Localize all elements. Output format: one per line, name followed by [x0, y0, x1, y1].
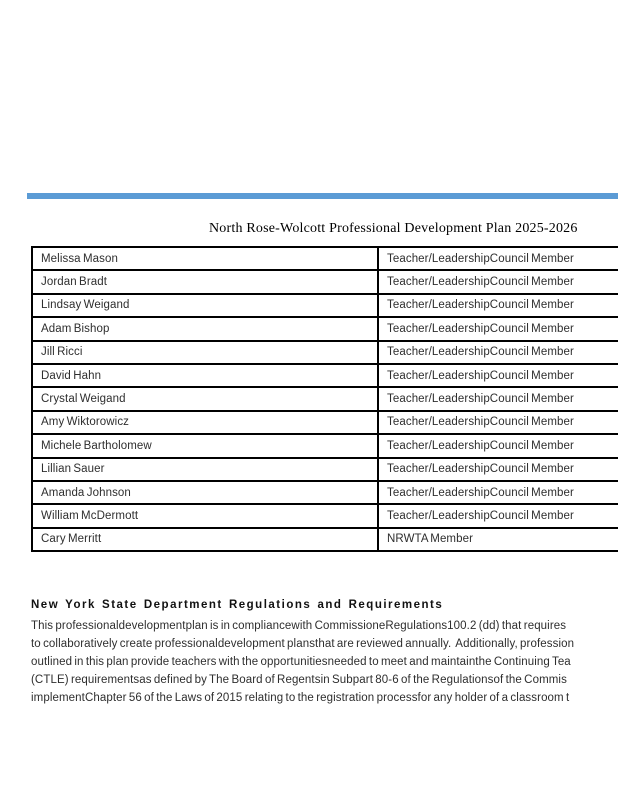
member-role-cell: Teacher/LeadershipCouncil Member: [378, 317, 618, 340]
member-name-cell: Amy Wiktorowicz: [32, 411, 378, 434]
paragraph-line: (CTLE) requirementsas defined by The Board of Regentsin Subpart 80-6 of the Regulationsof the Commis: [31, 674, 567, 686]
table-row: [32, 528, 618, 551]
member-name-cell: Cary Merritt: [32, 528, 378, 551]
table-row: [32, 270, 618, 293]
paragraph-line: outlined in this plan provide teachers with the opportunitiesneeded to meet and maintainthe Continuing Tea: [31, 656, 571, 668]
member-name-cell: Melissa Mason: [32, 247, 378, 270]
member-role-cell: Teacher/LeadershipCouncil Member: [378, 458, 618, 481]
table-row: [32, 364, 618, 387]
roster-table: [31, 246, 618, 552]
member-role-cell: Teacher/LeadershipCouncil Member: [378, 294, 618, 317]
regulations-paragraph: [31, 617, 574, 707]
member-role-cell: Teacher/LeadershipCouncil Member: [378, 341, 618, 364]
member-name-cell: Lillian Sauer: [32, 458, 378, 481]
member-role-cell: Teacher/LeadershipCouncil Member: [378, 411, 618, 434]
table-row: [32, 317, 618, 340]
member-role-cell: NRWTA Member: [378, 528, 618, 551]
member-name-cell: David Hahn: [32, 364, 378, 387]
paragraph-line: This professionaldevelopmentplan is in compliancewith CommissioneRegulations100.2 (dd) that requires: [31, 620, 567, 632]
section-heading: New York State Department Regulations and Requirements: [31, 599, 444, 611]
paragraph-line: to collaboratively create professionaldevelopment plansthat are reviewed annually. Additionally, profession: [31, 638, 575, 650]
table-row: [32, 434, 618, 457]
member-name-cell: Lindsay Weigand: [32, 294, 378, 317]
member-name-cell: Amanda Johnson: [32, 481, 378, 504]
member-name-cell: Michele Bartholomew: [32, 434, 378, 457]
paragraph-line: implementChapter 56 of the Laws of 2015 relating to the registration processfor any holder of a classroom t: [31, 692, 570, 704]
horizontal-rule: [27, 193, 618, 199]
table-row: [32, 294, 618, 317]
member-name-cell: William McDermott: [32, 504, 378, 527]
member-role-cell: Teacher/LeadershipCouncil Member: [378, 504, 618, 527]
member-role-cell: Teacher/LeadershipCouncil Member: [378, 247, 618, 270]
member-role-cell: Teacher/LeadershipCouncil Member: [378, 387, 618, 410]
member-name-cell: Jill Ricci: [32, 341, 378, 364]
table-row: [32, 387, 618, 410]
table-row: [32, 411, 618, 434]
member-role-cell: Teacher/LeadershipCouncil Member: [378, 434, 618, 457]
member-role-cell: Teacher/LeadershipCouncil Member: [378, 270, 618, 293]
table-row: [32, 504, 618, 527]
table-row: [32, 458, 618, 481]
member-role-cell: Teacher/LeadershipCouncil Member: [378, 364, 618, 387]
member-name-cell: Adam Bishop: [32, 317, 378, 340]
table-row: [32, 341, 618, 364]
member-role-cell: Teacher/LeadershipCouncil Member: [378, 481, 618, 504]
table-row: [32, 247, 618, 270]
member-name-cell: Crystal Weigand: [32, 387, 378, 410]
member-name-cell: Jordan Bradt: [32, 270, 378, 293]
table-row: [32, 481, 618, 504]
document-title: North Rose-Wolcott Professional Development Plan 2025-2026: [209, 221, 578, 236]
